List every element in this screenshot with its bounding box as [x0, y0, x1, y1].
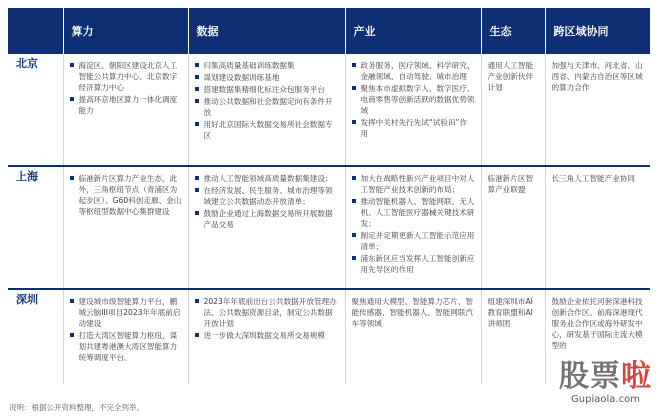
watermark-text-main: 股票 [559, 359, 621, 394]
list-item: 建设城市级智能算力平台，鹏城云脑III项目2023年年底前启动建设 [70, 296, 182, 329]
cell-shanghai-industry [345, 166, 481, 289]
cell-beijing-ecosystem: 通用人工智能产业创新伙伴计划 [481, 54, 545, 166]
list-item: 政务服务、医疗领域、科学研究、金融领域、自动驾驶、城市治理 [352, 60, 475, 82]
list-item: 在经济发展、民生服务、城市治理等领域建立公共数据动态开放清单； [195, 185, 339, 207]
list-item: 推动人工智能领域高质量数据集建设； [195, 173, 339, 184]
header-ecosystem: 生态 [481, 8, 545, 54]
list-item: 进一步做大深圳数据交易所交易规模 [195, 330, 339, 341]
list-item: 聚焦本市虚拟数字人、数字医疗、电商零售等创新活跃的数据优势领域 [352, 83, 475, 116]
region-label-shenzhen: 深圳 [8, 289, 63, 384]
list-item: 提高环京地区算力一体化调度能力 [70, 94, 182, 116]
header-region [8, 8, 63, 54]
cell-shanghai-compute [63, 166, 188, 289]
cell-shenzhen-data [188, 289, 345, 384]
list-item: 谋划建设数据训练基地 [195, 72, 339, 83]
list-item: 打造大湾区智能算力枢纽，谋划共建粤港澳大湾区智能算力统筹调度平台。 [70, 330, 182, 363]
list-item: 用好北京国际大数据交易所社会数据专区 [195, 119, 339, 141]
watermark-logo [559, 360, 652, 406]
list-item: 海淀区、朝阳区建设北京人工智能公共算力中心、北京数字经济算力中心 [70, 60, 182, 93]
header-crossregion: 跨区域协同 [545, 8, 650, 54]
cell-shenzhen-compute [63, 289, 188, 384]
cell-shanghai-data [188, 166, 345, 289]
cell-shenzhen-ecosystem: 组建深圳市AI教育联盟和AI讲师团 [481, 289, 545, 384]
table-row-beijing [8, 54, 650, 166]
watermark-text [559, 360, 652, 394]
list-item: 鼓励企业通过上海数据交易所开展数据产品交易 [195, 208, 339, 230]
watermark-url: Gupiaola.com [571, 394, 640, 405]
cell-shenzhen-industry: 聚焦通用大模型、智能算力芯片、智能传感器、智能机器人、智能网联汽车等领域 [345, 289, 481, 384]
region-label-shanghai: 上海 [8, 166, 63, 289]
list-item: 2023年年底前出台公共数据开放管理办法、公共数据资源目录，制定公共数据开放计划 [195, 296, 339, 329]
cell-shanghai-ecosystem: 临港新片区智算产业联盟 [481, 166, 545, 289]
list-item: 加大在战略性新兴产业项目中对人工智能产业技术创新的布局； [352, 173, 475, 195]
cell-beijing-compute [63, 54, 188, 166]
list-item: 发挥中关村先行先试“试验田”作用 [352, 117, 475, 139]
region-label-beijing: 北京 [8, 54, 63, 166]
list-item: 搭建数据集精细化标注众包服务平台 [195, 84, 339, 95]
table-row-shenzhen [8, 289, 650, 384]
list-item: 临港新片区算力产业生态，此外，三角枢纽节点（青浦区为起步区）、G60科创走廊、金山等枢纽型数据中心集群建设 [70, 173, 182, 217]
header-industry: 产业 [345, 8, 481, 54]
policy-comparison-table [8, 8, 650, 384]
cell-shanghai-crossregion: 长三角人工智能产业协同 [545, 166, 650, 289]
list-item: 推动公共数据和社会数据定向有条件开放 [195, 96, 339, 118]
table-row-shanghai [8, 166, 650, 289]
watermark-text-accent: 啦 [621, 359, 652, 394]
footnote: 说明：根据公开资料整理，不完全列举。 [9, 403, 144, 412]
cell-beijing-data [188, 54, 345, 166]
list-item: 制定并定期更新人工智能示范应用清单； [352, 230, 475, 252]
header-compute: 算力 [63, 8, 188, 54]
list-item: 推动智能机器人、智能网联、无人机、人工智能医疗器械关键技术研发； [352, 196, 475, 229]
list-item: 浦东新区应当发挥人工智能创新应用先导区的作用 [352, 253, 475, 275]
header-data: 数据 [188, 8, 345, 54]
cell-beijing-industry [345, 54, 481, 166]
list-item: 归集高质量基础训练数据集 [195, 60, 339, 71]
cell-shenzhen-crossregion: 鼓励企业依托河套深港科技创新合作区、前海深港现代服务业合作区或海外研发中心，研发基于国际主流大模型的 [551, 297, 643, 350]
table-header-row [8, 8, 650, 54]
cell-beijing-crossregion: 加强与天津市、河北省、山西省、内蒙古自治区等区域的算力合作 [545, 54, 650, 166]
